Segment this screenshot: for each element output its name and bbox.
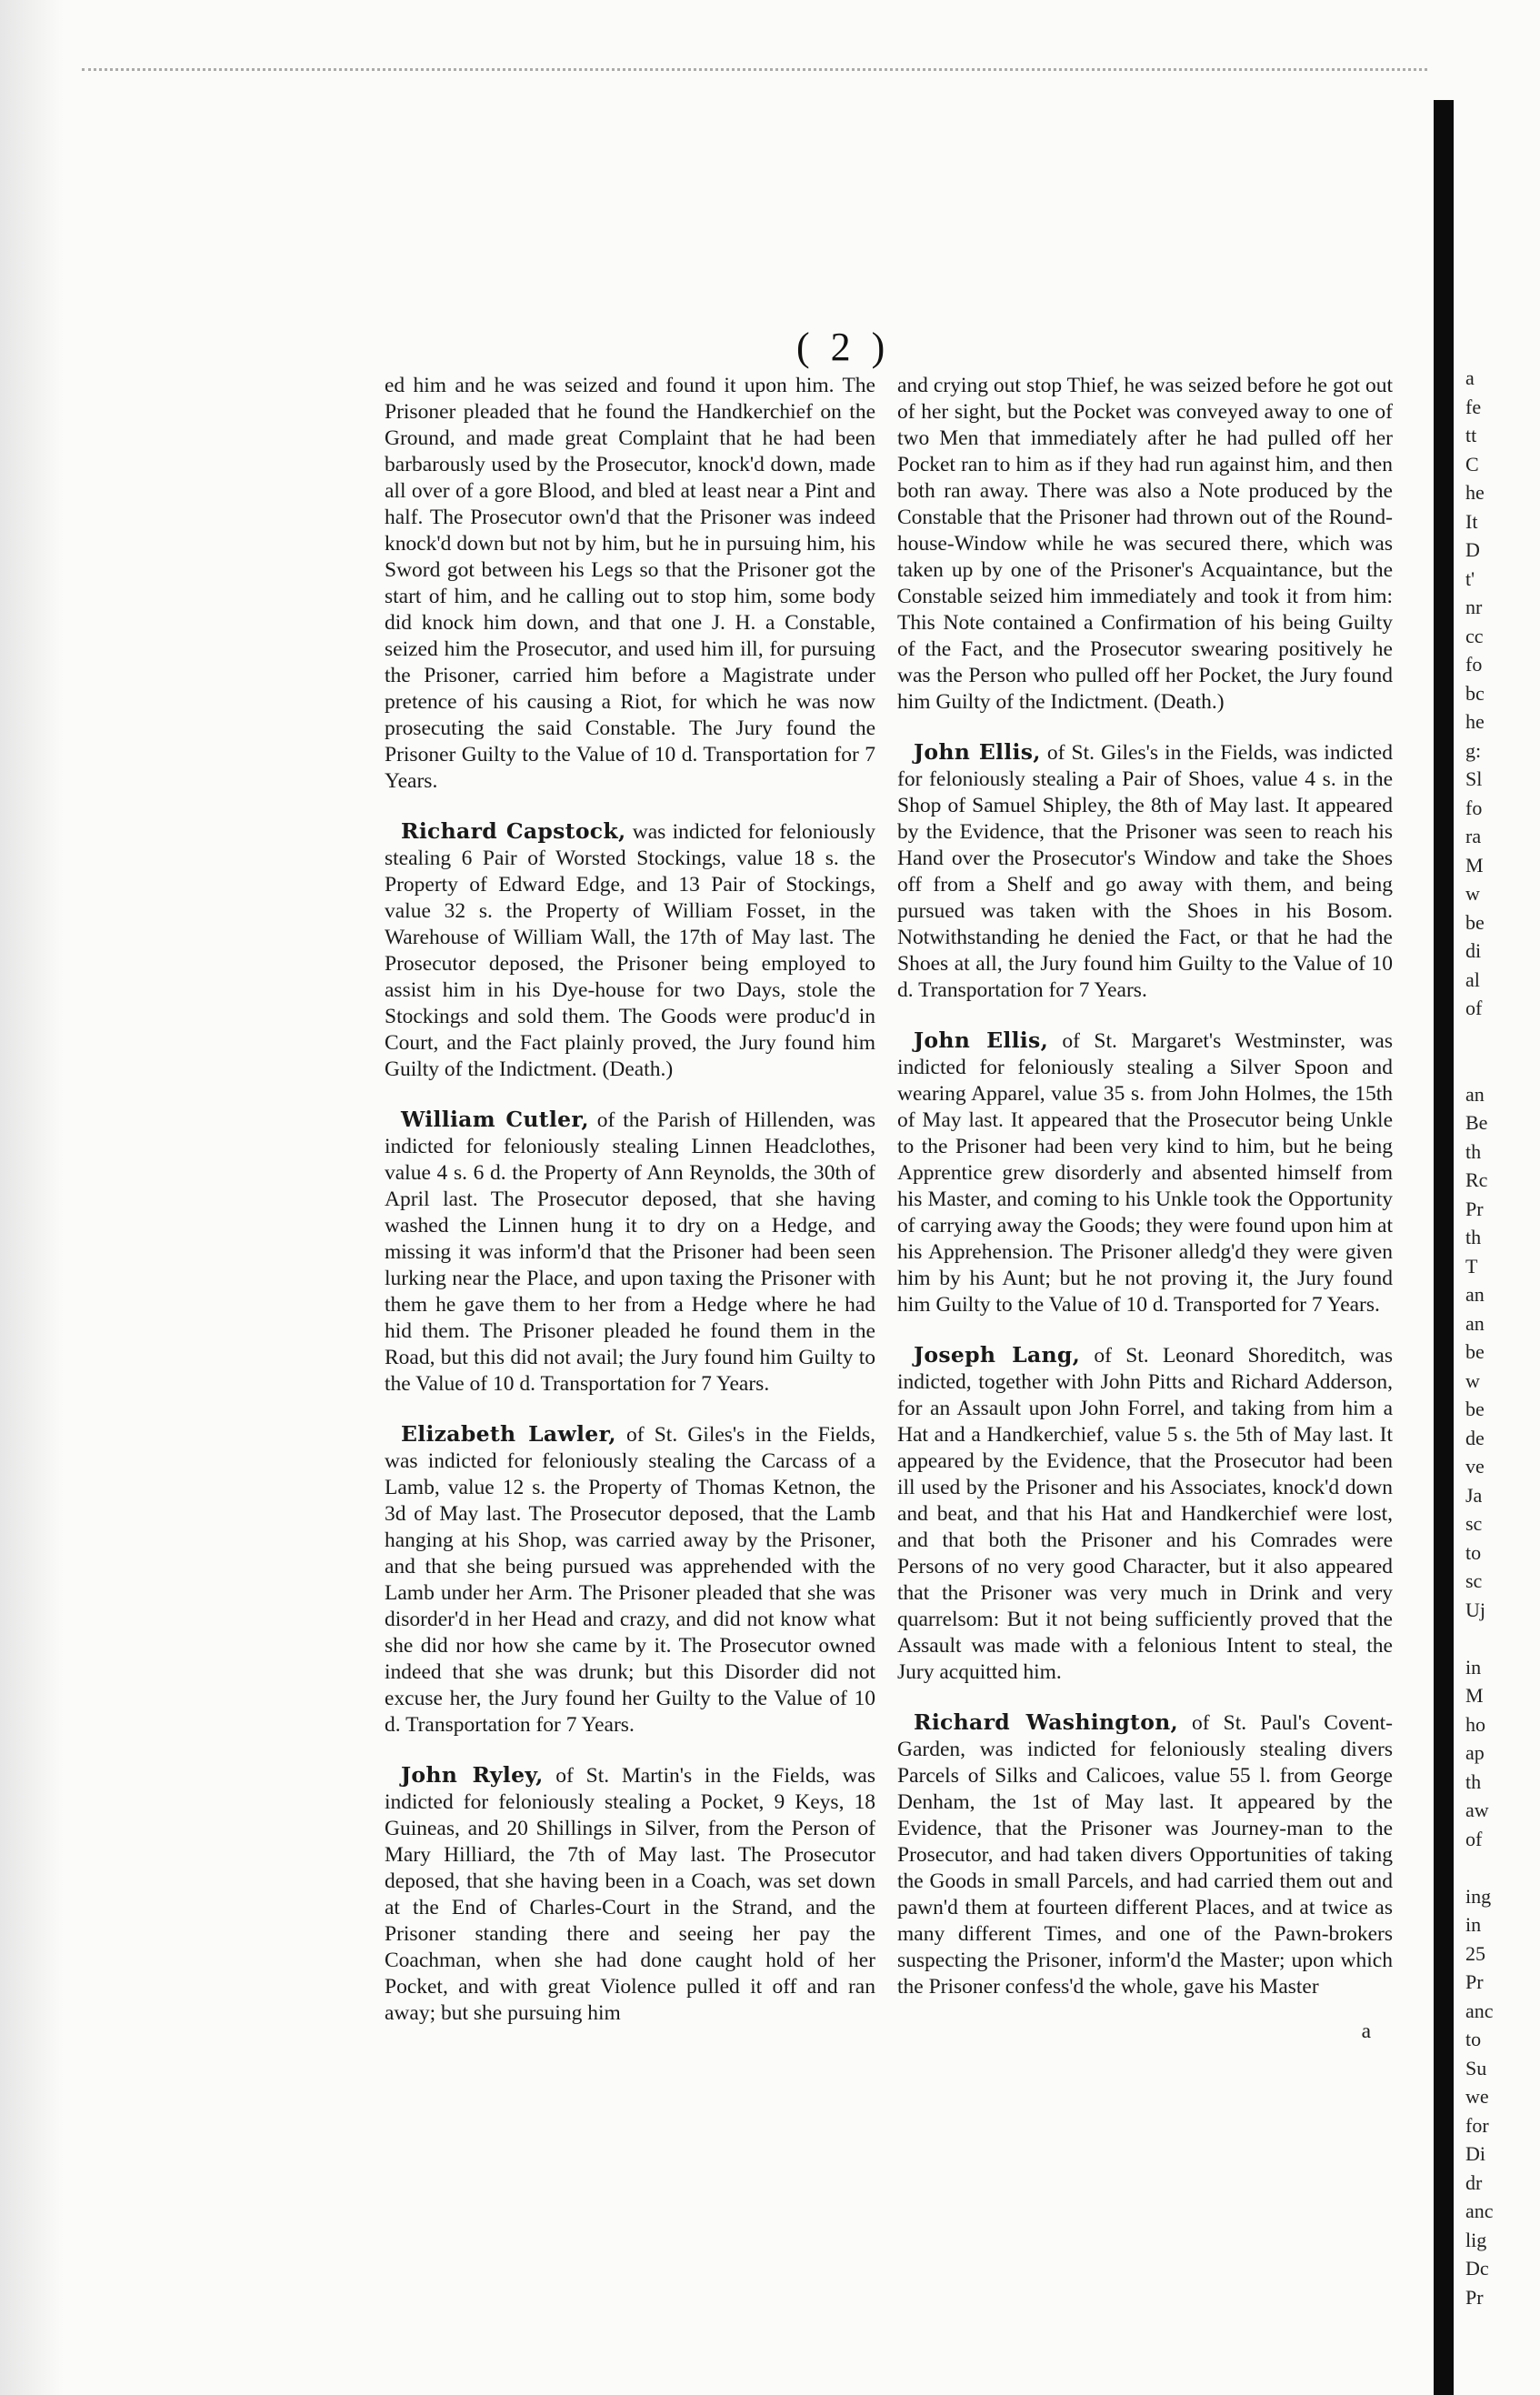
trial-entry bbox=[897, 1709, 1393, 2000]
binding-spine-shadow bbox=[1434, 100, 1454, 2395]
left-gutter-shadow bbox=[0, 0, 64, 2395]
continued-paragraph: and crying out stop Thief, he was seized before he got out of her sight, but the Pocket was conveyed away to one of two Men that immediately after he had pulled off her Pocket ran to him as if they had run against him, and then both ran away. There was also a Note produced by the Constable that the Prisoner had thrown out of the Round-house-Window while he was secured there, which was taken up by one of the Prisoner's Acquaintance, but the Constable seized him immediately and took it from him: This Note contained a Confirmation of his being Guilty of the Fact, and the Prosecutor swearing positively he was the Person who pulled off her Pocket, the Jury found him Guilty of the Indictment. (Death.) bbox=[897, 374, 1393, 714]
trial-entry bbox=[385, 1421, 875, 1739]
defendant-name: John Ellis, bbox=[914, 739, 1041, 765]
defendant-name: Elizabeth Lawler, bbox=[401, 1421, 616, 1447]
trial-entry bbox=[385, 1107, 875, 1398]
entry-text: of St. Margaret's Westminster, was indicted for feloniously stealing a Silver Spoon and wearing Apparel, value 35 s. from John Holmes, the 15th of May last. It appeared that the Prosecutor being Unkle to the Prisoner had been very kind to him, but he being Apprentice grew disorderly and absented himself from his Master, and coming to his Unkle took the Opportunity of carrying away the Goods; they were found upon him at his Apprehension. The Prisoner alledg'd they were given him by his Aunt; but he not proving it, the Jury found him Guilty to the Value of 10 d. Transported for 7 Years. bbox=[897, 1029, 1393, 1317]
defendant-name: John Ellis, bbox=[914, 1027, 1049, 1053]
right-column bbox=[897, 373, 1393, 2045]
entry-text: was indicted for feloniously stealing 6 Pair of Worsted Stockings, value 18 s. the Property of Edward Edge, and 13 Pair of Stockings, value 32 s. the Property of William Fosset, in the Warehouse of William Wall, the 17th of May last. The Prosecutor deposed, the Prisoner being employed to assist him in his Dye-house for two Days, stole the Stockings and sold them. The Goods were produc'd in Court, and the Fact plainly proved, the Jury found him Guilty of the Indictment. (Death.) bbox=[385, 820, 875, 1081]
top-edge-noise bbox=[82, 68, 1427, 84]
trial-entry bbox=[385, 818, 875, 1083]
entry-text: of St. Leonard Shoreditch, was indicted, together with John Pitts and Richard Adderson, for an Assault upon John Forrel, and taking from him a Hat and a Handkerchief, value 5 s. the 5th of May last. It appeared by the Evidence, that the Prosecutor had been ill used by the Prisoner and his Associates, knock'd down and beat, and that his Hat and Handkerchief were lost, and that both the Prisoner and his Comrades were Persons of no very good Character, but it also appeared that the Prisoner was very much in Drink and very quarrelsom: But it not being sufficiently proved that the Assault was made with a felonious Intent to steal, the Jury acquitted him. bbox=[897, 1344, 1393, 1684]
entry-text: of St. Paul's Covent-Garden, was indicted for feloniously stealing divers Parcels of Silks and Calicoes, value 55 l. from George Denham, the 1st of May last. It appeared by the Evidence, that the Prisoner was Journey-man to the Prosecutor, and had taken divers Opportunities of taking the Goods in small Parcels, and had carried them out and pawn'd them at fourteen different Places, and at twice as many different Times, and one of the Pawn-brokers suspecting the Prisoner, inform'd the Master; upon which the Prisoner confess'd the whole, gave his Master bbox=[897, 1711, 1394, 1999]
entry-text: of St. Giles's in the Fields, was indicted for feloniously stealing the Carcass of a Lamb, value 12 s. the Property of Thomas Ketnon, the 3d of May last. The Prosecutor deposed, that the Lamb hanging at his Shop, was carried away by the Prisoner, and that she being pursued was apprehended with the Lamb under her Arm. The Prisoner pleaded that she was disorder'd in her Head and crazy, and did not know what she did nor how she came by it. The Prosecutor owned indeed that she was drunk; but this Disorder did not excuse her, the Jury found her Guilty to the Value of 10 d. Transportation for 7 Years. bbox=[385, 1423, 875, 1737]
entry-text: of St. Giles's in the Fields, was indicted for feloniously stealing a Pair of Shoes, value 4 s. in the Shop of Samuel Shipley, the 8th of May last. It appeared by the Evidence, that the Prisoner was seen to reach his Hand over the Prosecutor's Window and take the Shoes off from a Shelf and go away with them, and being pursued was taken with the Shoes in his Bosom. Notwithstanding he denied the Fact, or that he had the Shoes at all, the Jury found him Guilty to the Value of 10 d. Transportation for 7 Years. bbox=[897, 741, 1393, 1002]
left-column bbox=[385, 373, 875, 2050]
entry-text: of St. Martin's in the Fields, was indicted for feloniously stealing a Pocket, 9 Keys, 18 Guineas, and 20 Shillings in Silver, from the Person of Mary Hilliard, the 7th of May last. The Prosecutor deposed, that she having been in a Coach, was set down at the End of Charles-Court in the Strand, and the Prisoner standing there and seeing her pay the Coachman, when she had done caught hold of her Pocket, and with great Violence pulled it off and ran away; but she pursuing him bbox=[385, 1764, 875, 2025]
page-number: ( 2 ) bbox=[796, 325, 891, 369]
trial-entry bbox=[897, 1027, 1393, 1318]
defendant-name: William Cutler, bbox=[401, 1107, 589, 1132]
trial-entry bbox=[897, 1342, 1393, 1686]
adjacent-page-fragment: a fe tt C he It D t' nr cc fo bc he g: Sl fo ra M w be di al of an Be th Rc Pr th T an an be w be de ve Ja sc to sc Uj in M ho ap th aw of ing in 25 Pr anc to Su we for Di dr anc lig Dc Pr bbox=[1465, 366, 1494, 2309]
defendant-name: Richard Capstock, bbox=[401, 818, 626, 844]
entry-text: of the Parish of Hillenden, was indicted for feloniously stealing Linnen Headclothes, value 4 s. 6 d. the Property of Ann Reynolds, the 30th of April last. The Prosecutor deposed, that she having washed the Linnen hung it to dry on a Hedge, and missing it was inform'd that the Prisoner had been seen lurking near the Place, and upon taxing the Prisoner with them he gave them to her from a Hedge where he had hid them. The Prisoner pleaded he found them in the Road, but this did not avail; the Jury found him Guilty to the Value of 10 d. Transportation for 7 Years. bbox=[385, 1108, 876, 1396]
trial-entry bbox=[897, 739, 1393, 1004]
defendant-name: John Ryley, bbox=[401, 1762, 544, 1788]
defendant-name: Joseph Lang, bbox=[914, 1342, 1081, 1368]
defendant-name: Richard Washington, bbox=[914, 1709, 1179, 1735]
catchword: a bbox=[1361, 2019, 1371, 2043]
trial-entry bbox=[385, 1762, 875, 2027]
continued-paragraph: ed him and he was seized and found it upon him. The Prisoner pleaded that he found the Handkerchief on the Ground, and made great Complaint that he had been barbarously used by the Prosecutor, knock'd down, made all over of a gore Blood, and bled at least near a Pint and half. The Prosecutor own'd that the Prisoner was indeed knock'd down but not by him, but he in pursuing him, his Sword got between his Legs so that the Prisoner got the start of him, and he calling out to stop him, some body did knock him down, and that one J. H. a Constable, seized him the Prosecutor, and used him ill, for pursuing the Prisoner, carried him before a Magistrate under pretence of his causing a Riot, for which he was now prosecuting the said Constable. The Jury found the Prisoner Guilty to the Value of 10 d. Transportation for 7 Years. bbox=[385, 374, 875, 793]
